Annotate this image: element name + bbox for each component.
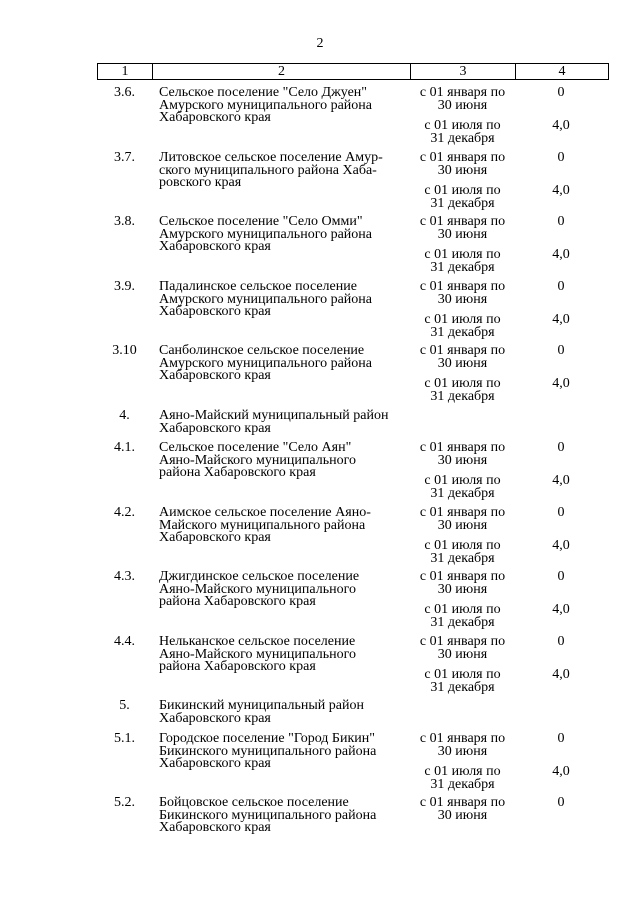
- period-first-half: с 01 января по 30 июня: [419, 634, 506, 662]
- value-second-half: 4,0: [552, 312, 570, 327]
- period-first-half: с 01 января по 30 июня: [419, 279, 506, 307]
- value-first-half: 0: [557, 731, 565, 746]
- row-number: 3.9.: [114, 279, 135, 294]
- period-first-half: с 01 января по 30 июня: [419, 85, 506, 113]
- value-first-half: 0: [557, 343, 565, 358]
- period-second-half: с 01 июля по 31 декабря: [424, 312, 501, 340]
- row-number: 4.1.: [114, 440, 135, 455]
- header-cell-3: 3: [411, 64, 516, 79]
- row-number: 4.3.: [114, 569, 135, 584]
- row-number: 4.2.: [114, 505, 135, 520]
- value-second-half: 4,0: [552, 602, 570, 617]
- period-second-half: с 01 июля по 31 декабря: [424, 118, 501, 146]
- settlement-name: Сельское поселение "Село Джуен" Амурского муниципального района Хабаровского края: [159, 85, 372, 125]
- row-number: 3.8.: [114, 214, 135, 229]
- value-second-half: 4,0: [552, 376, 570, 391]
- period-second-half: с 01 июля по 31 декабря: [424, 473, 501, 501]
- settlement-name: Аимское сельское поселение Аяно- Майского муниципального района Хабаровского края: [159, 505, 371, 545]
- value-first-half: 0: [557, 85, 565, 100]
- period-first-half: с 01 января по 30 июня: [419, 505, 506, 533]
- value-first-half: 0: [557, 569, 565, 584]
- table-header-row: [97, 63, 609, 80]
- settlement-name: Санболинское сельское поселение Амурского муниципального района Хабаровского края: [159, 343, 372, 383]
- section-title: Бикинский муниципальный район Хабаровского края: [159, 698, 364, 726]
- value-second-half: 4,0: [552, 247, 570, 262]
- value-first-half: 0: [557, 279, 565, 294]
- period-second-half: с 01 июля по 31 декабря: [424, 247, 501, 275]
- period-first-half: с 01 января по 30 июня: [419, 731, 506, 759]
- row-number: 4.4.: [114, 634, 135, 649]
- row-number: 5.1.: [114, 731, 135, 746]
- value-second-half: 4,0: [552, 538, 570, 553]
- header-cell-1: 1: [98, 64, 153, 79]
- period-second-half: с 01 июля по 31 декабря: [424, 538, 501, 566]
- settlement-name: Нельканское сельское поселение Аяно-Майского муниципального района Хабаровского края: [159, 634, 356, 674]
- value-first-half: 0: [557, 505, 565, 520]
- row-number: 4.: [119, 408, 130, 423]
- period-first-half: с 01 января по 30 июня: [419, 214, 506, 242]
- period-second-half: с 01 июля по 31 декабря: [424, 667, 501, 695]
- value-second-half: 4,0: [552, 764, 570, 779]
- value-first-half: 0: [557, 440, 565, 455]
- period-first-half: с 01 января по 30 июня: [419, 569, 506, 597]
- settlement-name: Городское поселение "Город Бикин" Бикинского муниципального района Хабаровского края: [159, 731, 377, 771]
- settlement-name: Сельское поселение "Село Омми" Амурского муниципального района Хабаровского края: [159, 214, 372, 254]
- value-first-half: 0: [557, 795, 565, 810]
- value-second-half: 4,0: [552, 183, 570, 198]
- settlement-name: Бойцовское сельское поселение Бикинского муниципального района Хабаровского края: [159, 795, 377, 835]
- header-cell-4: 4: [558, 64, 566, 79]
- period-second-half: с 01 июля по 31 декабря: [424, 764, 501, 792]
- period-second-half: с 01 июля по 31 декабря: [424, 602, 501, 630]
- period-first-half: с 01 января по 30 июня: [419, 440, 506, 468]
- settlement-name: Джигдинское сельское поселение Аяно-Майского муниципального района Хабаровского края: [159, 569, 360, 609]
- page-number: 2: [316, 36, 324, 51]
- value-first-half: 0: [557, 214, 565, 229]
- period-first-half: с 01 января по 30 июня: [419, 150, 506, 178]
- period-second-half: с 01 июля по 31 декабря: [424, 183, 501, 211]
- value-second-half: 4,0: [552, 667, 570, 682]
- settlement-name: Сельское поселение "Село Аян" Аяно-Майского муниципального района Хабаровского края: [159, 440, 356, 480]
- row-number: 3.6.: [114, 85, 135, 100]
- value-second-half: 4,0: [552, 473, 570, 488]
- settlement-name: Падалинское сельское поселение Амурского муниципального района Хабаровского края: [159, 279, 372, 319]
- row-number: 3.7.: [114, 150, 135, 165]
- header-cell-2: 2: [153, 64, 411, 79]
- period-second-half: с 01 июля по 31 декабря: [424, 376, 501, 404]
- row-number: 5.2.: [114, 795, 135, 810]
- row-number: 3.10: [112, 343, 137, 358]
- value-first-half: 0: [557, 150, 565, 165]
- row-number: 5.: [119, 698, 130, 713]
- section-title: Аяно-Майский муниципальный район Хабаровского края: [159, 408, 389, 436]
- value-second-half: 4,0: [552, 118, 570, 133]
- value-first-half: 0: [557, 634, 565, 649]
- settlement-name: Литовское сельское поселение Амур- ского муниципального района Хаба- ровского края: [159, 150, 383, 190]
- period-first-half: с 01 января по 30 июня: [419, 343, 506, 371]
- period-first-half: с 01 января по 30 июня: [419, 795, 506, 823]
